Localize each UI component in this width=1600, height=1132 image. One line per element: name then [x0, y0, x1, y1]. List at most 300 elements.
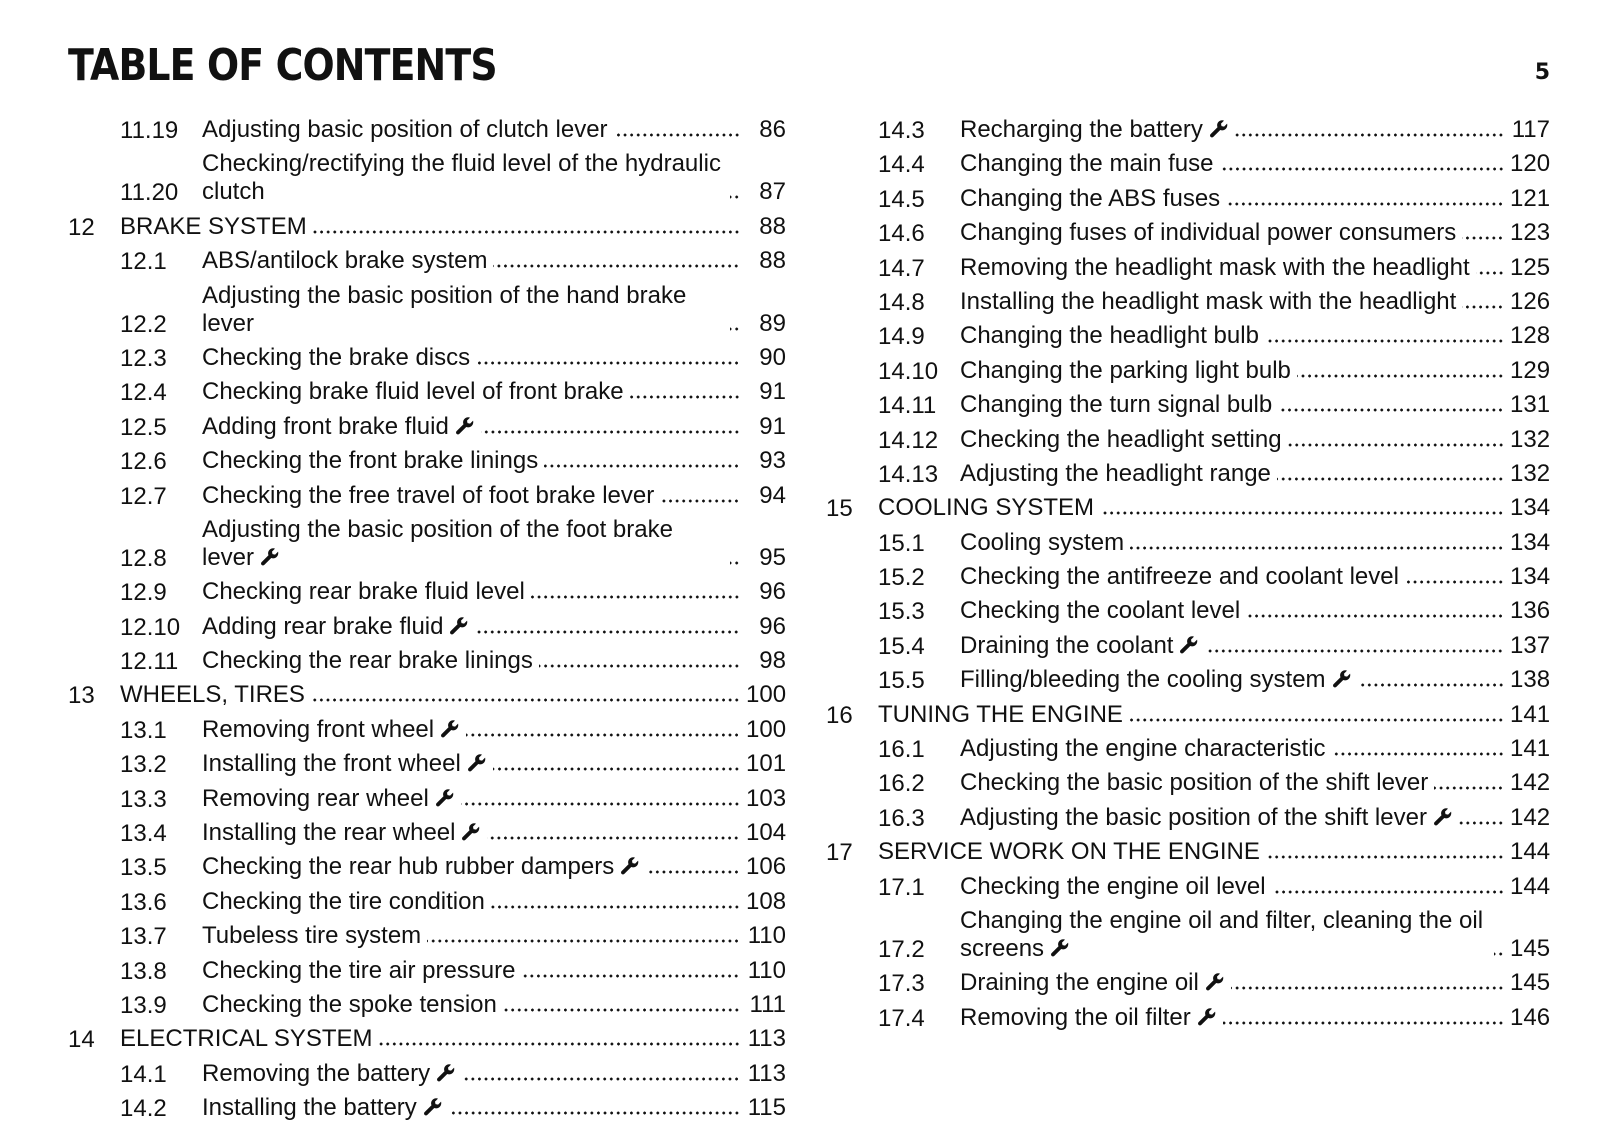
toc-subsection-entry[interactable]	[826, 254, 1550, 282]
toc-entry-title	[202, 853, 640, 881]
toc-subsection-entry[interactable]	[68, 647, 786, 675]
toc-dot-leader	[1297, 374, 1504, 378]
toc-dot-leader	[487, 836, 740, 840]
wrench-icon	[435, 788, 455, 808]
toc-entry-page: 104	[746, 819, 787, 847]
toc-dot-leader	[614, 133, 740, 137]
toc-entry-title-text: Removing the battery	[202, 1059, 431, 1087]
toc-entry-title	[202, 1094, 443, 1122]
toc-subsection-entry[interactable]	[68, 578, 786, 606]
toc-entry-page: 100	[746, 715, 787, 743]
toc-column-right	[826, 116, 1550, 1038]
toc-subsection-entry[interactable]	[68, 447, 786, 475]
toc-entry-page: 123	[1510, 219, 1551, 247]
toc-subsection-entry[interactable]	[826, 150, 1550, 178]
toc-subsection-entry[interactable]	[68, 1060, 786, 1088]
toc-entry-number: 17	[826, 839, 853, 867]
toc-entry-title	[120, 681, 305, 709]
toc-entry-title	[202, 378, 624, 406]
toc-section-entry[interactable]	[826, 701, 1550, 729]
toc-subsection-entry[interactable]	[68, 413, 786, 441]
toc-entry-title	[202, 578, 525, 606]
toc-dot-leader	[311, 698, 740, 702]
toc-entry-title-text: Checking the rear brake linings	[202, 647, 533, 675]
toc-entry-title	[960, 735, 1326, 763]
toc-entry-title-text: Checking the spoke tension	[202, 990, 497, 1018]
toc-dot-leader	[544, 464, 740, 468]
toc-entry-title	[960, 563, 1399, 591]
toc-entry-page: 120	[1510, 150, 1551, 178]
toc-entry-page: 141	[1510, 700, 1551, 728]
toc-entry-title-text: Checking rear brake fluid level	[202, 578, 525, 606]
toc-entry-title-text: Cooling system	[960, 528, 1125, 556]
toc-entry-number: 15.1	[878, 529, 925, 557]
toc-entry-title	[202, 647, 533, 675]
toc-entry-number: 16	[826, 701, 853, 729]
toc-dot-leader	[503, 1008, 740, 1012]
toc-entry-title	[960, 666, 1352, 694]
toc-dot-leader	[1129, 718, 1504, 722]
toc-dot-leader	[1462, 305, 1504, 309]
toc-subsection-entry[interactable]	[68, 853, 786, 881]
toc-dot-leader	[1130, 546, 1504, 550]
wrench-icon	[620, 856, 640, 876]
toc-entry-number: 11.19	[120, 117, 179, 144]
toc-dot-leader	[531, 595, 740, 599]
toc-entry-page: 138	[1510, 666, 1551, 694]
toc-entry-page: 132	[1510, 425, 1551, 453]
toc-subsection-entry[interactable]	[68, 282, 786, 338]
toc-entry-number: 13.3	[120, 785, 167, 813]
toc-subsection-entry[interactable]	[68, 716, 786, 744]
toc-entry-title-text: Checking/rectifying the fluid level of the hydraulic clutch	[202, 150, 721, 206]
toc-entry-number: 15	[826, 495, 853, 523]
toc-entry-page: 141	[1510, 735, 1551, 763]
toc-subsection-entry[interactable]	[68, 344, 786, 372]
toc-entry-title	[202, 282, 724, 338]
toc-entry-title-text: BRAKE SYSTEM	[120, 212, 307, 240]
toc-dot-leader	[475, 630, 740, 634]
toc-entry-title	[960, 1004, 1217, 1032]
toc-dot-leader	[730, 195, 740, 199]
toc-entry-page: 142	[1510, 803, 1551, 831]
toc-entry-title-text: Recharging the battery	[960, 116, 1203, 143]
toc-dot-leader	[1277, 477, 1504, 481]
wrench-icon	[1209, 119, 1229, 139]
toc-entry-title	[202, 957, 515, 985]
toc-entry-title-text: Removing front wheel	[202, 715, 435, 743]
toc-entry-number: 12.1	[120, 248, 167, 276]
toc-entry-page: 91	[759, 378, 786, 406]
toc-entry-title-text: Adjusting the basic position of the shift lever	[960, 803, 1427, 831]
toc-entry-number: 17.1	[878, 873, 925, 901]
toc-entry-title-text: Filling/bleeding the cooling system	[960, 666, 1326, 694]
toc-entry-title-text: Checking the brake discs	[202, 343, 471, 371]
toc-dot-leader	[521, 974, 740, 978]
toc-subsection-entry[interactable]	[68, 516, 786, 572]
toc-dot-leader	[1476, 271, 1504, 275]
toc-subsection-entry[interactable]	[826, 219, 1550, 247]
toc-entry-number: 16.1	[878, 736, 925, 764]
toc-dot-leader	[1235, 133, 1504, 137]
wrench-icon	[467, 753, 487, 773]
toc-entry-page: 94	[759, 481, 786, 509]
toc-entry-page: 88	[759, 212, 786, 240]
toc-subsection-entry[interactable]	[826, 322, 1550, 350]
toc-entry-title	[960, 597, 1240, 625]
toc-subsection-entry[interactable]	[826, 969, 1550, 997]
toc-dot-leader	[466, 733, 740, 737]
toc-subsection-entry[interactable]	[68, 957, 786, 985]
toc-entry-number: 15.2	[878, 564, 925, 592]
toc-entry-number: 15.3	[878, 598, 925, 626]
toc-subsection-entry[interactable]	[826, 116, 1550, 144]
toc-subsection-entry[interactable]	[826, 391, 1550, 419]
toc-entry-title	[202, 116, 608, 144]
toc-entry-page: 134	[1510, 563, 1551, 591]
toc-entry-title	[960, 288, 1456, 316]
toc-entry-page: 142	[1510, 769, 1551, 797]
toc-entry-number: 11.20	[120, 179, 179, 207]
toc-entry-page: 100	[746, 681, 787, 709]
toc-dot-leader	[449, 1111, 740, 1115]
toc-entry-title-text: Checking the free travel of foot brake lever	[202, 481, 655, 509]
toc-entry-title-text: Changing the engine oil and filter, cleaning the oil screens	[960, 906, 1484, 962]
toc-entry-title-text: ELECTRICAL SYSTEM	[120, 1025, 373, 1053]
toc-entry-title	[960, 769, 1428, 797]
toc-entry-number: 14.7	[878, 254, 925, 282]
toc-entry-number: 15.4	[878, 632, 925, 660]
toc-entry-page: 91	[759, 412, 786, 440]
toc-entry-title-text: Removing the oil filter	[960, 1003, 1191, 1031]
toc-entry-number: 13.4	[120, 820, 167, 848]
toc-entry-page: 125	[1510, 253, 1551, 281]
toc-entry-title	[960, 873, 1266, 901]
toc-dot-leader	[660, 499, 740, 503]
toc-entry-title-text: Checking the antifreeze and coolant level	[960, 563, 1399, 591]
toc-dot-leader	[1205, 649, 1504, 653]
toc-entry-page: 96	[759, 612, 786, 640]
toc-entry-number: 16.3	[878, 804, 925, 832]
toc-column-left	[68, 116, 786, 1129]
toc-entry-title	[960, 357, 1291, 385]
toc-subsection-entry[interactable]	[826, 426, 1550, 454]
toc-entry-title-text: Checking the coolant level	[960, 597, 1241, 625]
toc-dot-leader	[1405, 580, 1504, 584]
toc-entry-page: 134	[1510, 528, 1551, 556]
toc-entry-title-text: Checking the engine oil level	[960, 872, 1266, 900]
toc-section-entry[interactable]	[68, 213, 786, 241]
toc-entry-number: 13.6	[120, 888, 167, 916]
toc-entry-title	[120, 213, 307, 241]
toc-entry-number: 13	[68, 682, 95, 710]
toc-subsection-entry[interactable]	[68, 991, 786, 1019]
wrench-icon	[1050, 938, 1070, 958]
toc-entry-page: 96	[759, 578, 786, 606]
toc-entry-number: 17.2	[878, 935, 925, 963]
toc-entry-title-text: Installing the rear wheel	[202, 819, 456, 847]
toc-entry-number: 12.2	[120, 310, 167, 338]
toc-entry-title-text: Installing the battery	[202, 1094, 417, 1122]
toc-entry-number: 13.8	[120, 957, 167, 985]
toc-subsection-entry[interactable]	[68, 378, 786, 406]
toc-subsection-entry[interactable]	[826, 460, 1550, 488]
toc-subsection-entry[interactable]	[826, 804, 1550, 832]
toc-entry-number: 12.8	[120, 544, 167, 572]
toc-subsection-entry[interactable]	[68, 785, 786, 813]
toc-entry-title	[202, 750, 487, 778]
wrench-icon	[449, 616, 469, 636]
toc-entry-number: 12	[68, 213, 95, 241]
toc-entry-page: 128	[1510, 322, 1551, 350]
toc-entry-title	[202, 888, 485, 916]
toc-entry-title-text: Checking the basic position of the shift lever	[960, 769, 1429, 797]
toc-entry-title-text: Adjusting the basic position of the hand brake lever	[202, 281, 687, 337]
toc-entry-title-text: Adjusting the headlight range	[960, 459, 1271, 487]
toc-entry-number: 14.2	[120, 1095, 167, 1123]
wrench-icon	[1197, 1007, 1217, 1027]
toc-entry-page: 93	[759, 447, 786, 475]
toc-subsection-entry[interactable]	[68, 1094, 786, 1122]
toc-entry-page: 101	[746, 750, 787, 778]
toc-entry-title-text: Draining the coolant	[960, 631, 1174, 659]
toc-entry-number: 14	[68, 1026, 95, 1054]
toc-subsection-entry[interactable]	[68, 247, 786, 275]
toc-entry-title-text: Adjusting the basic position of the foot brake lever	[202, 515, 673, 571]
toc-entry-title	[202, 922, 421, 950]
toc-dot-leader	[493, 264, 740, 268]
toc-dot-leader	[630, 395, 740, 399]
toc-entry-number: 15.5	[878, 667, 925, 695]
toc-dot-leader	[1494, 952, 1504, 956]
toc-entry-title-text: SERVICE WORK ON THE ENGINE	[878, 838, 1260, 866]
toc-dot-leader	[1265, 339, 1504, 343]
toc-entry-page: 106	[746, 853, 787, 881]
toc-subsection-entry[interactable]	[68, 116, 786, 144]
toc-entry-page: 103	[746, 784, 787, 812]
toc-entry-title-text: Adding rear brake fluid	[202, 612, 444, 640]
toc-dot-leader	[491, 905, 740, 909]
toc-entry-title-text: Checking the headlight setting	[960, 425, 1282, 453]
toc-entry-page: 88	[759, 247, 786, 275]
toc-entry-page: 111	[749, 990, 786, 1018]
toc-dot-leader	[1266, 855, 1504, 859]
toc-subsection-entry[interactable]	[826, 666, 1550, 694]
toc-entry-title-text: COOLING SYSTEM	[878, 494, 1095, 522]
toc-entry-title-text: Changing the parking light bulb	[960, 356, 1291, 384]
toc-entry-title-text: Checking the rear hub rubber dampers	[202, 853, 615, 881]
toc-dot-leader	[1332, 752, 1504, 756]
toc-subsection-entry[interactable]	[826, 873, 1550, 901]
toc-entry-number: 17.4	[878, 1004, 925, 1032]
toc-entry-page: 110	[747, 956, 786, 984]
toc-entry-title	[960, 632, 1199, 660]
toc-entry-title	[960, 529, 1124, 557]
toc-dot-leader	[1272, 890, 1504, 894]
toc-subsection-entry[interactable]	[826, 288, 1550, 316]
toc-entry-title-text: Installing the headlight mask with the headlight	[960, 287, 1457, 315]
toc-entry-title	[960, 254, 1470, 282]
toc-entry-number: 14.1	[120, 1060, 167, 1088]
toc-dot-leader	[1434, 786, 1504, 790]
toc-dot-leader	[1462, 236, 1504, 240]
wrench-icon	[1332, 669, 1352, 689]
toc-subsection-entry[interactable]	[68, 150, 786, 206]
toc-entry-title	[202, 991, 497, 1019]
toc-entry-page: 134	[1510, 494, 1551, 522]
toc-dot-leader	[493, 767, 740, 771]
toc-entry-title-text: Changing the ABS fuses	[960, 184, 1221, 212]
toc-entry-title	[960, 460, 1271, 488]
toc-entry-page: 144	[1510, 872, 1551, 900]
toc-subsection-entry[interactable]	[826, 769, 1550, 797]
toc-dot-leader	[730, 561, 740, 565]
toc-entry-title-text: Changing the turn signal bulb	[960, 391, 1273, 419]
toc-entry-number: 14.3	[878, 117, 925, 144]
toc-entry-title-text: Removing the headlight mask with the headlight	[960, 253, 1470, 281]
page-number: 5	[1534, 60, 1550, 85]
toc-entry-page: 90	[759, 343, 786, 371]
toc-dot-leader	[313, 230, 740, 234]
toc-subsection-entry[interactable]	[68, 750, 786, 778]
toc-entry-title	[202, 785, 455, 813]
page-title: TABLE OF CONTENTS	[68, 40, 497, 91]
toc-dot-leader	[1278, 408, 1504, 412]
toc-entry-number: 14.8	[878, 288, 925, 316]
wrench-icon	[455, 416, 475, 436]
toc-subsection-entry[interactable]	[826, 907, 1550, 963]
toc-entry-title-text: Tubeless tire system	[202, 922, 422, 950]
toc-entry-number: 14.12	[878, 426, 939, 454]
toc-entry-page: 108	[746, 887, 787, 915]
toc-subsection-entry[interactable]	[68, 922, 786, 950]
toc-entry-title-text: Adding front brake fluid	[202, 412, 449, 440]
toc-subsection-entry[interactable]	[68, 613, 786, 641]
toc-dot-leader	[379, 1042, 740, 1046]
toc-subsection-entry[interactable]	[68, 482, 786, 510]
toc-dot-leader	[1288, 443, 1504, 447]
toc-entry-number: 13.2	[120, 751, 167, 779]
toc-entry-page: 113	[747, 1059, 786, 1087]
toc-entry-title-text: Changing fuses of individual power consumers	[960, 219, 1457, 247]
toc-entry-title	[960, 391, 1272, 419]
wrench-icon	[436, 1063, 456, 1083]
toc-entry-title	[960, 907, 1488, 963]
toc-entry-title-text: Draining the engine oil	[960, 969, 1199, 997]
toc-dot-leader	[1223, 1021, 1504, 1025]
toc-entry-page: 136	[1510, 597, 1551, 625]
toc-subsection-entry[interactable]	[826, 1004, 1550, 1032]
toc-subsection-entry[interactable]	[826, 597, 1550, 625]
toc-subsection-entry[interactable]	[826, 735, 1550, 763]
toc-entry-number: 13.7	[120, 923, 167, 951]
wrench-icon	[1205, 972, 1225, 992]
toc-entry-page: 129	[1510, 356, 1551, 384]
toc-entry-number: 12.7	[120, 482, 167, 510]
toc-subsection-entry[interactable]	[826, 185, 1550, 213]
toc-entry-page: 131	[1510, 391, 1551, 419]
toc-entry-title-text: TUNING THE ENGINE	[878, 700, 1123, 728]
toc-subsection-entry[interactable]	[826, 529, 1550, 557]
toc-dot-leader	[1246, 614, 1504, 618]
toc-dot-leader	[1231, 986, 1504, 990]
toc-entry-title-text: Adjusting the engine characteristic	[960, 735, 1326, 763]
toc-entry-page: 95	[759, 543, 786, 571]
toc-entry-page: 121	[1510, 184, 1551, 212]
toc-section-entry[interactable]	[68, 1025, 786, 1053]
toc-dot-leader	[646, 870, 740, 874]
toc-subsection-entry[interactable]	[68, 819, 786, 847]
toc-section-entry[interactable]	[826, 494, 1550, 522]
toc-entry-title-text: Changing the main fuse	[960, 150, 1214, 178]
toc-entry-title	[202, 482, 654, 510]
toc-entry-page: 113	[747, 1025, 786, 1053]
toc-entry-number: 12.10	[120, 613, 181, 641]
toc-dot-leader	[539, 664, 740, 668]
toc-section-entry[interactable]	[826, 838, 1550, 866]
toc-dot-leader	[461, 802, 740, 806]
toc-entry-page: 98	[759, 647, 786, 675]
toc-entry-title-text: Checking the tire air pressure	[202, 956, 516, 984]
toc-entry-title	[960, 969, 1225, 997]
toc-entry-title-text: Checking the tire condition	[202, 887, 485, 915]
toc-dot-leader	[1358, 683, 1504, 687]
toc-dot-leader	[1100, 511, 1504, 515]
toc-entry-title	[960, 116, 1229, 144]
toc-dot-leader	[481, 430, 740, 434]
toc-entry-title	[960, 185, 1220, 213]
toc-entry-title	[960, 804, 1453, 832]
toc-entry-title-text: Checking the front brake linings	[202, 447, 539, 475]
toc-subsection-entry[interactable]	[826, 357, 1550, 385]
toc-entry-title	[878, 494, 1094, 522]
wrench-icon	[1433, 807, 1453, 827]
toc-entry-page: 117	[1511, 116, 1550, 143]
toc-entry-title	[878, 701, 1123, 729]
toc-subsection-entry[interactable]	[826, 632, 1550, 660]
toc-dot-leader	[462, 1077, 740, 1081]
wrench-icon	[461, 822, 481, 842]
toc-dot-leader	[730, 327, 740, 331]
toc-entry-title	[202, 716, 460, 744]
toc-section-entry[interactable]	[68, 681, 786, 709]
toc-entry-page: 145	[1510, 934, 1551, 962]
toc-entry-page: 86	[759, 116, 786, 143]
toc-entry-number: 16.2	[878, 770, 925, 798]
toc-entry-title	[202, 247, 487, 275]
toc-entry-number: 14.10	[878, 357, 939, 385]
toc-entry-title	[960, 322, 1259, 350]
toc-subsection-entry[interactable]	[826, 563, 1550, 591]
toc-entry-number: 12.11	[120, 648, 179, 676]
toc-dot-leader	[476, 361, 740, 365]
toc-entry-page: 87	[759, 178, 786, 206]
wrench-icon	[423, 1097, 443, 1117]
toc-entry-title	[960, 426, 1282, 454]
toc-entry-page: 110	[747, 922, 786, 950]
toc-entry-number: 13.5	[120, 854, 167, 882]
toc-entry-title-text: Adjusting basic position of clutch lever	[202, 116, 608, 143]
toc-entry-title-text: Installing the front wheel	[202, 750, 461, 778]
toc-entry-title	[120, 1025, 373, 1053]
toc-entry-title	[960, 219, 1456, 247]
toc-entry-page: 137	[1510, 631, 1551, 659]
toc-entry-number: 13.1	[120, 716, 167, 744]
toc-entry-number: 14.13	[878, 460, 939, 488]
toc-subsection-entry[interactable]	[68, 888, 786, 916]
toc-entry-title-text: WHEELS, TIRES	[120, 681, 305, 709]
wrench-icon	[260, 547, 280, 567]
